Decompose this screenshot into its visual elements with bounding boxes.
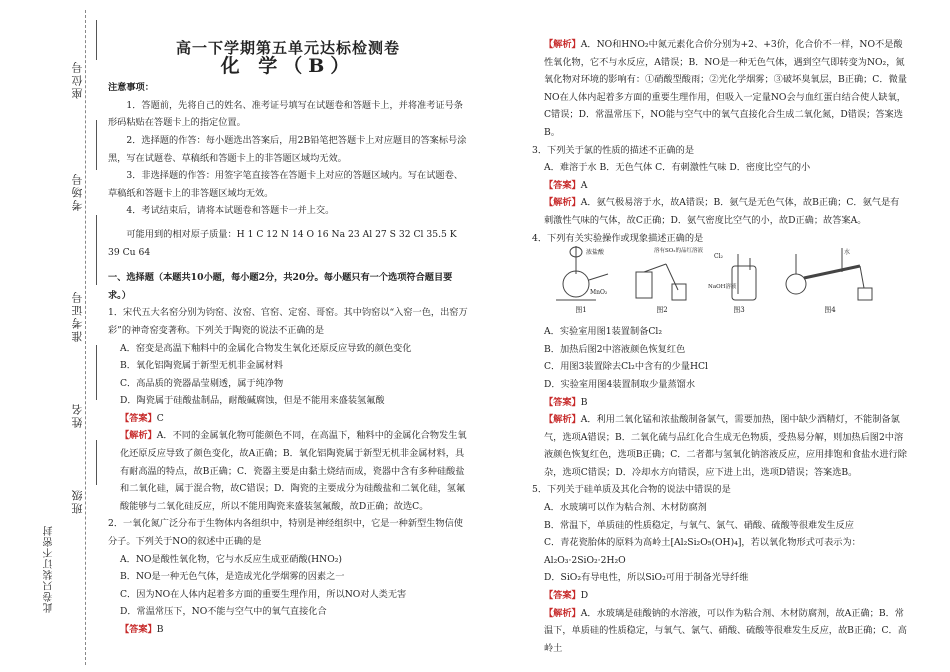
notice-heading: 注意事项： (108, 82, 154, 94)
q4-option-c: C．用图3装置除去Cl₂中含有的少量HCl (544, 361, 708, 373)
analysis-label: 【解析】 (544, 197, 581, 209)
q4-option-a: A．实验室用图1装置制备Cl₂ (544, 326, 663, 338)
analysis-label: 【解析】 (544, 414, 581, 426)
q1-analysis (108, 427, 468, 515)
q5-stem: 5．下列关于硅单质及其化合物的说法中错误的是 (532, 484, 731, 496)
answer-value: B (580, 396, 588, 408)
notice-item: 1．答题前，先将自己的姓名、准考证号填写在试题卷和答题卡上，并将准考证号条形码粘贴在答题卡上的指定位置。 (108, 99, 463, 129)
q4-option-d: D．实验室用图4装置制取少量蒸馏水 (544, 378, 696, 390)
exam-room-label: 考场号 (71, 172, 84, 211)
q4-figures (546, 247, 907, 319)
figure-4-label-a: 水 (844, 248, 851, 256)
answer-label: 【答案】 (120, 624, 157, 635)
figure-1-caption: 图1 (575, 305, 587, 314)
seat-underline (96, 20, 97, 60)
q1-option-d: D．陶瓷属于硅酸盐制品，耐酸碱腐蚀，但是不能用来盛装氢氟酸 (120, 395, 385, 407)
q4-answer (532, 394, 907, 412)
left-column (108, 40, 468, 639)
q1-option-a: A．窑变是高温下釉料中的金属化合物发生氧化还原反应导致的颜色变化 (120, 342, 412, 354)
q5-option-b: B．常温下，单质硅的性质稳定，与氧气、氯气、硝酸、硫酸等很难发生反应 (544, 519, 854, 531)
answer-label: 【答案】 (544, 590, 581, 602)
seal-note: 此卷只装订不密封 (44, 525, 55, 613)
figure-3-label-b: NaOH溶液 (708, 283, 737, 290)
q3-stem: 3．下列关于氯的性质的描述不正确的是 (532, 144, 695, 156)
answer-value: A (580, 179, 588, 191)
section-heading: 一、选择题（本题共10小题，每小题2分，共20分。每小题只有一个选项符合题目要求。） (108, 272, 453, 301)
analysis-text: A．利用二氧化锰和浓盐酸制备氯气，需要加热，图中缺少酒精灯，不能制备氯气，选项A错误；B．二氧化硫与品红化合生成无色物质，受热易分解，则加热后图2中溶液颜色恢复红色，选项B正确；C．二者都与氢氧化钠溶液反应，应用排饱和食盐水进行除杂，选项C错误；D．冷却水方向错误，应下进上出，选项D错误；答案选B。 (544, 414, 907, 478)
analysis-label: 【解析】 (544, 39, 581, 50)
figure-1-label-a: 浓盐酸 (586, 248, 605, 256)
analysis-label: 【解析】 (544, 607, 581, 619)
analysis-text: A．不同的金属氧化物可能颜色不同，在高温下，釉料中的金属化合物发生氧化还原反应导致了颜色变化，故A正确；B．氧化铝陶瓷属于新型无机非金属材料，具有耐高温的特点，故B正确；C．瓷器主要是由黏土烧结而成，瓷器中含有多种硅酸盐和二氧化硅，属于混合物，故C错误；D．陶瓷的主要成分为硅酸盐和二氧化硅，氢氟酸能够与二氧化硅反应，所以不能用陶瓷来盛装氢氟酸，故D正确；故选C。 (120, 430, 467, 512)
q2-answer (108, 621, 468, 639)
ticket-underline (96, 215, 97, 285)
exam-title: 高一下学期第五单元达标检测卷 (175, 39, 400, 57)
figure-1 (546, 244, 616, 320)
analysis-label: 【解析】 (120, 430, 157, 442)
q2-option-a: A．NO是酸性氧化物，它与水反应生成亚硝酸(HNO₂) (120, 553, 343, 565)
right-column (532, 36, 907, 657)
ticket-number-label: 准考证号 (71, 290, 84, 342)
notice-item: 4．考试结束后，请将本试题卷和答题卡一并上交。 (126, 205, 335, 217)
figure-3-apparatus (708, 244, 770, 302)
figure-3-caption: 图3 (733, 305, 745, 314)
answer-value: D (580, 590, 589, 602)
analysis-text: A．水玻璃是硅酸钠的水溶液，可以作为粘合剂、木材防腐剂，故A正确；B．常温下，单质硅的性质稳定，与氧气、氯气、硝酸、硫酸等很难发生反应，故B正确；C．高岭土 (544, 607, 907, 654)
figure-3 (708, 244, 770, 320)
q4-stem: 4．下列有关实验操作或现象描述正确的是 (532, 232, 704, 244)
q2-analysis (532, 36, 907, 142)
figure-4 (780, 244, 880, 320)
figure-1-apparatus (546, 244, 616, 302)
q2-option-d: D．常温常压下，NO不能与空气中的氧气直接化合 (120, 606, 327, 618)
name-underline (96, 345, 97, 400)
q4-option-b: B．加热后图2中溶液颜色恢复红色 (544, 343, 686, 355)
notice-item: 2．选择题的作答：每小题选出答案后，用2B铅笔把答题卡上对应题目的答案标号涂黑，写在试题卷、草稿纸和答题卡上的非答题区域均无效。 (108, 134, 467, 164)
q1-stem: 1．宋代五大名窑分别为钧窑、汝窑、官窑、定窑、哥窑。其中钧窑以“入窑一色，出窑万彩”的神奇窑变著称。下列关于陶瓷的说法不正确的是 (108, 307, 468, 336)
name-label: 姓名 (71, 402, 84, 428)
answer-label: 【答案】 (544, 179, 581, 191)
notice-item: 3．非选择题的作答：用签字笔直接答在答题卡上对应的答题区域内。写在试题卷、草稿纸和答题卡上的非答题区域均无效。 (108, 170, 463, 199)
q5-analysis (532, 605, 907, 658)
analysis-text: A．NO和HNO₂中氮元素化合价分别为+2、+3价，化合价不一样，NO不是酸性氧化物，它不与水反应，A错误；B．NO是一种无色气体，遇到空气即转变为NO₂，氮氧化物对环境的影响有：①硝酸型酸雨；②光化学烟雾；③破坏臭氧层，B正确；C．微量NO在人体内起着多方面的重要生理作用，但吸入一定量NO会与血红蛋白结合使人缺氧，C错误；D．常温常压下，NO能与空气中的氧气直接化合生成二氧化氮，D错误；答案选B。 (544, 39, 907, 138)
q1-option-c: C．高品质的瓷器晶莹剔透，属于纯净物 (120, 377, 284, 389)
seat-number-label: 座位号 (71, 60, 84, 99)
q5-option-a: A．水玻璃可以作为粘合剂、木材防腐剂 (544, 502, 707, 514)
q4-analysis (532, 411, 907, 481)
atomic-masses: 可能用到的相对原子质量：H 1 C 12 N 14 O 16 Na 23 Al 27 S 32 Cl 35.5 K 39 Cu 64 (108, 228, 457, 258)
figure-2-label-a: 溶有SO₂的品红溶液 (654, 247, 703, 254)
q2-stem: 2．一氧化氮广泛分布于生物体内各组织中，特别是神经组织中，它是一种新型生物信使分子。下列关于NO的叙述中正确的是 (108, 518, 463, 548)
analysis-text: A．氨气极易溶于水，故A错误；B．氨气是无色气体，故B正确；C．氨气是有刺激性气味的气体，故C正确；D．氨气密度比空气的小，故D正确；故答案A。 (544, 197, 900, 226)
q2-option-c: C．因为NO在人体内起着多方面的重要生理作用，所以NO对人类无害 (120, 588, 407, 600)
figure-4-apparatus (780, 244, 880, 302)
q3-options: A．难溶于水 B．无色气体 C．有刺激性气味 D．密度比空气的小 (544, 162, 811, 174)
figure-3-label-a: Cl₂ (714, 252, 723, 260)
figure-2-apparatus (626, 244, 703, 302)
subject-title: 化 学（B） (220, 54, 356, 77)
q3-analysis (532, 194, 907, 229)
q2-option-b: B．NO是一种无色气体，是造成光化学烟雾的因素之一 (120, 571, 345, 583)
answer-value: C (156, 412, 164, 424)
figure-1-label-b: MnO₂ (590, 288, 608, 296)
q3-answer (532, 177, 907, 195)
figure-2-caption: 图2 (656, 305, 668, 314)
q5-answer (532, 587, 907, 605)
q1-answer (108, 410, 468, 428)
q5-option-c: C．青花瓷胎体的原料为高岭土[Al₂Si₂O₅(OH)₄]，若以氧化物形式可表示为：Al₂O₃·2SiO₂·2H₂O (544, 537, 861, 566)
answer-value: B (156, 624, 164, 635)
answer-label: 【答案】 (544, 396, 581, 408)
q5-option-d: D．SiO₂有导电性，所以SiO₂可用于制备光导纤维 (544, 572, 749, 584)
class-underline (96, 440, 97, 485)
figure-4-caption: 图4 (824, 305, 836, 314)
class-label: 班级 (71, 488, 84, 514)
exam-room-underline (96, 120, 97, 170)
figure-2 (626, 244, 703, 320)
answer-label: 【答案】 (120, 412, 157, 424)
q1-option-b: B．氧化铝陶瓷属于新型无机非金属材料 (120, 360, 283, 372)
